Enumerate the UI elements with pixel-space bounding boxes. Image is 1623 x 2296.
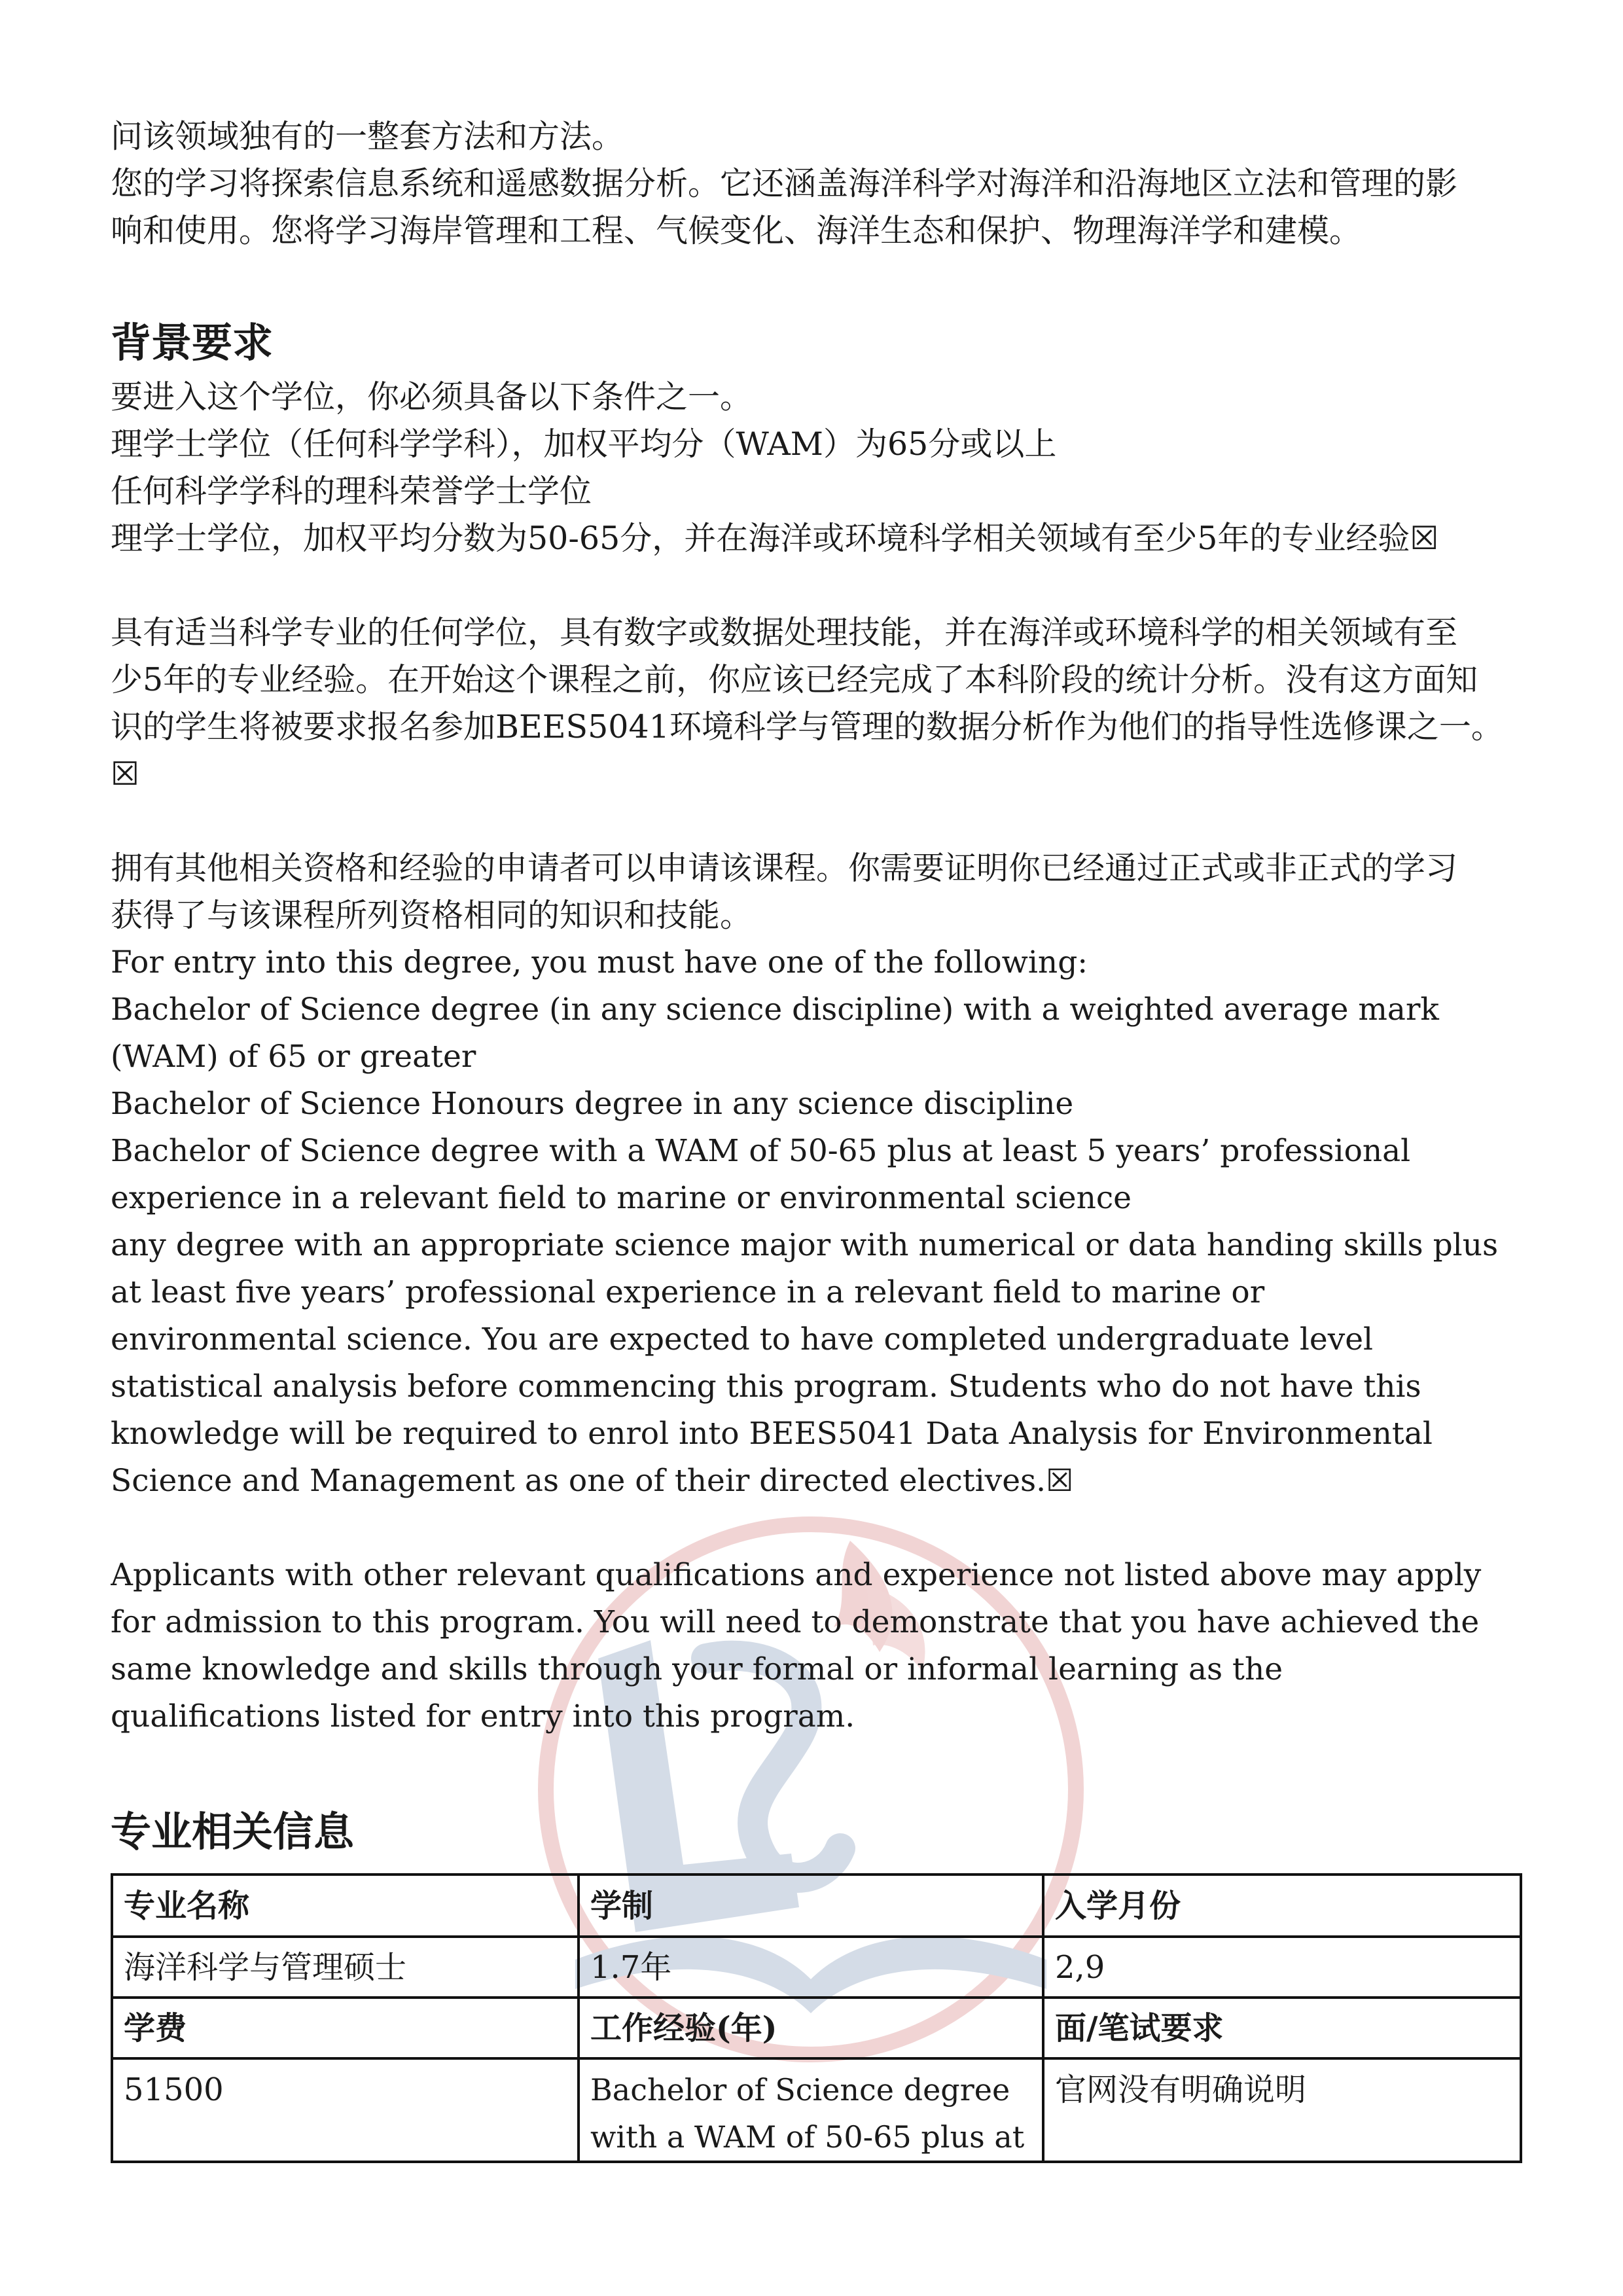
tuition-value: 51500: [112, 2058, 579, 2162]
other-applicants-en-line: qualifications listed for entry into this program.: [111, 1698, 855, 1734]
intake-months-header: 入学月份: [1043, 1874, 1521, 1937]
program-name-value: 海洋科学与管理硕士: [112, 1937, 579, 1998]
interview-exam-header: 面/笔试要求: [1043, 1998, 1521, 2058]
entry-requirement-en-line: statistical analysis before commencing this program. Students who do not have this: [111, 1369, 1421, 1405]
other-applicants-en-line: same knowledge and skills through your formal or informal learning as the: [111, 1651, 1283, 1687]
work-experience-header: 工作经验(年): [579, 1998, 1043, 2058]
requirement-line: 要进入这个学位，你必须具备以下条件之一。: [111, 378, 753, 416]
other-applicants-en-line: for admission to this program. You will need to demonstrate that you have achieved the: [111, 1604, 1480, 1640]
requirement-line: 识的学生将被要求报名参加BEES5041环境科学与管理的数据分析作为他们的指导性选修课之一。: [111, 708, 1503, 745]
entry-requirement-en-line: any degree with an appropriate science major with numerical or data handing skills plus: [111, 1227, 1499, 1263]
requirement-line: 具有适当科学专业的任何学位，具有数字或数据处理技能，并在海洋或环境科学的相关领域有至: [111, 614, 1458, 651]
requirement-line: 任何科学学科的理科荣誉学士学位: [111, 473, 592, 510]
intro-line: 响和使用。您将学习海岸管理和工程、气候变化、海洋生态和保护、物理海洋学和建模。: [111, 212, 1362, 249]
entry-requirement-en-line: (WAM) of 65 or greater: [111, 1039, 476, 1075]
any-degree-zh: [111, 609, 1524, 798]
requirement-line: 理学士学位（任何科学学科），加权平均分（WAM）为65分或以上: [111, 425, 1057, 463]
requirement-line: 理学士学位，加权平均分数为50-65分，并在海洋或环境科学相关领域有至少5年的专业经验☒: [111, 520, 1439, 557]
entry-requirement-en-line: knowledge will be required to enrol into BEES5041 Data Analysis for Environmental: [111, 1416, 1433, 1452]
entry-requirement-en-line: environmental science. You are expected to have completed undergraduate level: [111, 1321, 1374, 1357]
entry-requirement-en-line: at least five years’ professional experience in a relevant field to marine or: [111, 1274, 1265, 1310]
entry-requirement-en-line: Bachelor of Science Honours degree in any science discipline: [111, 1086, 1074, 1122]
other-applicants-zh-line: 拥有其他相关资格和经验的申请者可以申请该课程。你需要证明你已经通过正式或非正式的学习: [111, 850, 1458, 887]
other-applicants-and-english-requirements: [111, 845, 1524, 1505]
other-applicants-zh-line: 获得了与该课程所列资格相同的知识和技能。: [111, 897, 753, 934]
intro-line: 问该领域独有的一整套方法和方法。: [111, 118, 624, 155]
entry-requirement-en-line: For entry into this degree, you must have one of the following:: [111, 944, 1088, 980]
entry-requirement-en-line: Science and Management as one of their directed electives.☒: [111, 1463, 1074, 1499]
entry-requirement-en-line: experience in a relevant field to marine or environmental science: [111, 1180, 1132, 1216]
entry-requirement-en-line: Bachelor of Science degree (in any science discipline) with a weighted average mark: [111, 992, 1439, 1028]
duration-value: 1.7年: [579, 1937, 1043, 1998]
document-content: [111, 113, 1524, 2163]
section-heading-background: 背景要求: [111, 319, 274, 367]
work-experience-value: [579, 2058, 1043, 2162]
entry-requirement-en-line: Bachelor of Science degree with a WAM of 50-65 plus at least 5 years’ professional: [111, 1133, 1411, 1169]
table-header-row: [112, 1874, 1521, 1937]
program-name-header: 专业名称: [112, 1874, 579, 1937]
work-experience-line: with a WAM of 50-65 plus at: [590, 2119, 1025, 2155]
other-applicants-en: [111, 1552, 1524, 1740]
work-experience-line: Bachelor of Science degree: [590, 2072, 1010, 2108]
table-header-row: [112, 1998, 1521, 2058]
other-applicants-en-line: Applicants with other relevant qualifications and experience not listed above may apply: [111, 1557, 1482, 1593]
interview-exam-value: 官网没有明确说明: [1043, 2058, 1521, 2162]
intake-months-value: 2,9: [1043, 1937, 1521, 1998]
duration-header: 学制: [579, 1874, 1043, 1937]
table-row: [112, 2058, 1521, 2162]
requirement-line: ☒: [111, 755, 139, 793]
intro-line: 您的学习将探索信息系统和遥感数据分析。它还涵盖海洋科学对海洋和沿海地区立法和管理的影: [111, 165, 1458, 202]
section-heading-program-info: 专业相关信息: [111, 1808, 355, 1856]
program-info-table: [111, 1873, 1522, 2163]
requirement-line: 少5年的专业经验。在开始这个课程之前，你应该已经完成了本科阶段的统计分析。没有这方面知: [111, 661, 1478, 698]
entry-options-zh: [111, 374, 1524, 562]
table-row: [112, 1937, 1521, 1998]
intro-paragraph: [111, 113, 1524, 255]
tuition-header: 学费: [112, 1998, 579, 2058]
